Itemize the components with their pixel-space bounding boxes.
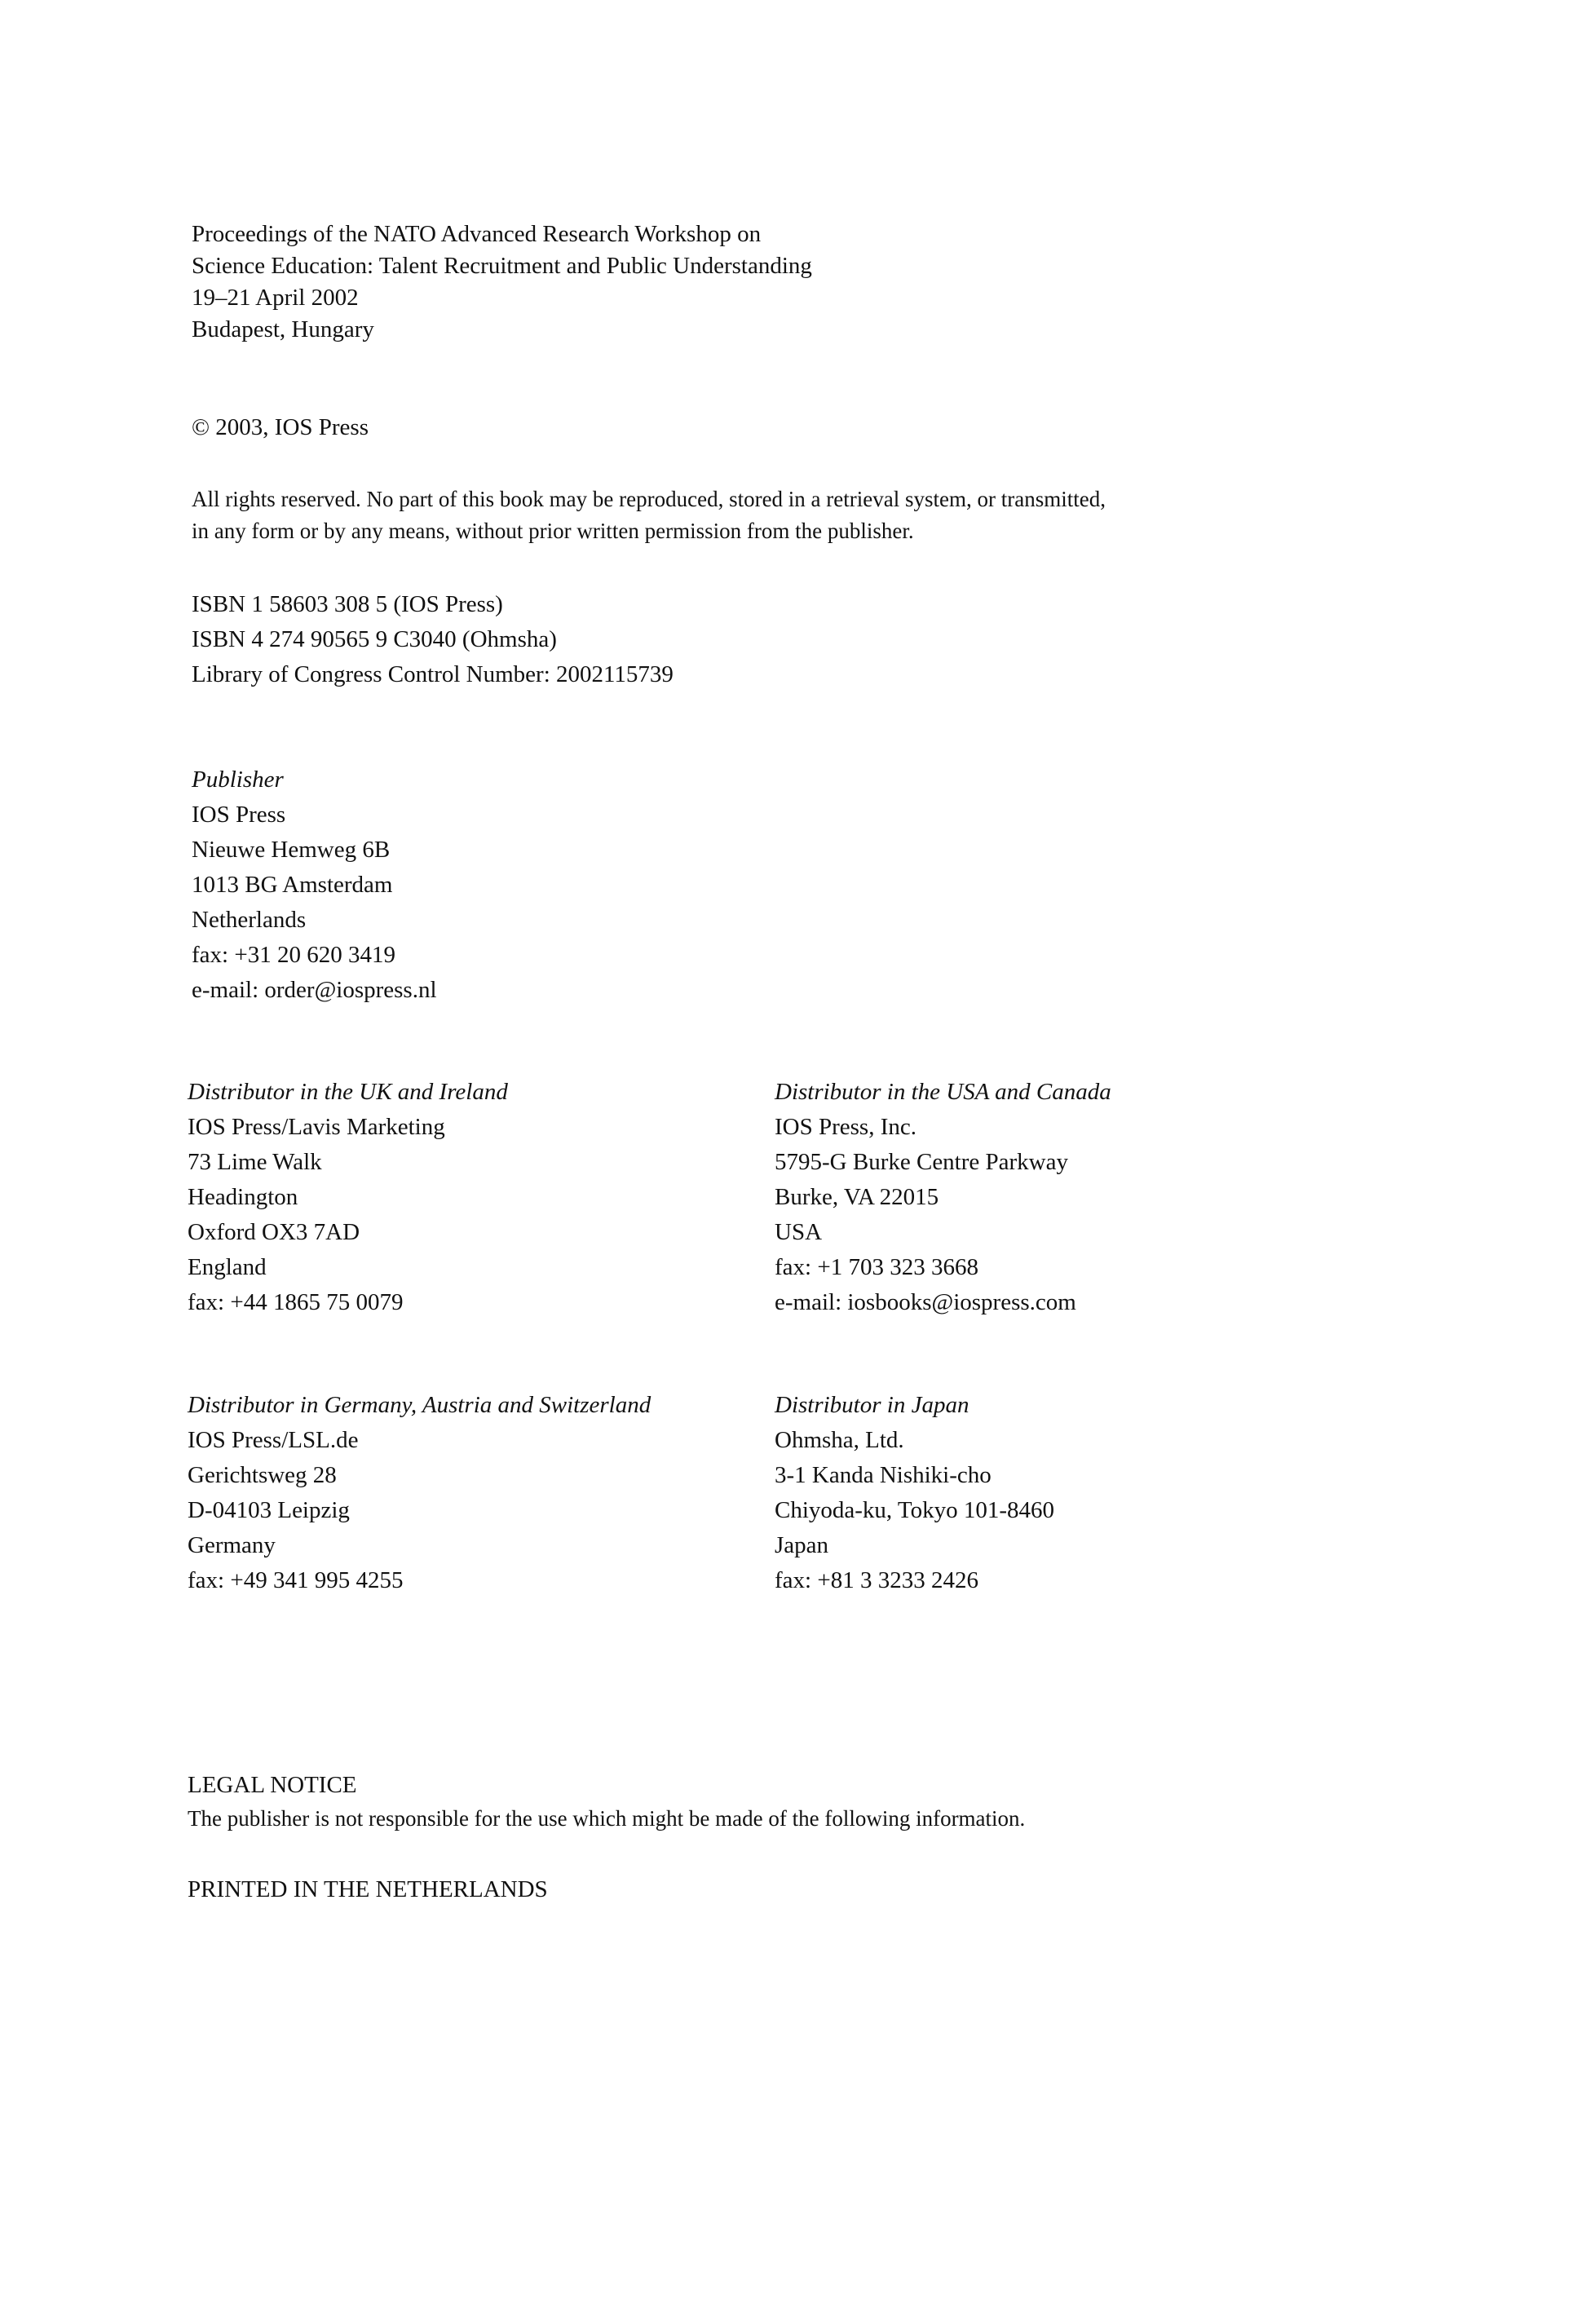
distributor-germany-line: Gerichtsweg 28 <box>188 1462 337 1488</box>
publisher-line: 1013 BG Amsterdam <box>192 872 393 898</box>
distributor-usa-block <box>775 1075 1111 1320</box>
distributor-uk-heading: Distributor in the UK and Ireland <box>188 1079 508 1105</box>
proceedings-title-line-2: Science Education: Talent Recruitment and Public Understanding <box>192 253 812 279</box>
publisher-line: IOS Press <box>192 802 286 828</box>
proceedings-title-line-1: Proceedings of the NATO Advanced Research Workshop on <box>192 221 762 247</box>
distributor-uk-block <box>188 1075 508 1320</box>
legal-notice-text: The publisher is not responsible for the use which might be made of the following information. <box>188 1806 1026 1831</box>
distributor-usa-line: e-mail: iosbooks@iospress.com <box>775 1289 1076 1315</box>
distributor-germany-line: fax: +49 341 995 4255 <box>188 1567 404 1593</box>
distributor-usa-line: 5795-G Burke Centre Parkway <box>775 1149 1068 1175</box>
distributor-uk-line: Oxford OX3 7AD <box>188 1219 360 1245</box>
distributor-germany-line: IOS Press/LSL.de <box>188 1427 359 1453</box>
publisher-line: Nieuwe Hemweg 6B <box>192 837 391 863</box>
proceedings-dates: 19–21 April 2002 <box>192 285 359 311</box>
rights-line-1: All rights reserved. No part of this book may be reproduced, stored in a retrieval system, or transmitted, <box>192 487 1106 511</box>
distributor-uk-line: fax: +44 1865 75 0079 <box>188 1289 404 1315</box>
proceedings-block <box>192 219 812 346</box>
printed-in-block <box>188 1872 548 1907</box>
distributor-uk-line: Headington <box>188 1184 298 1210</box>
distributor-uk-line: 73 Lime Walk <box>188 1149 322 1175</box>
distributor-japan-line: 3-1 Kanda Nishiki-cho <box>775 1462 992 1488</box>
distributor-usa-line: fax: +1 703 323 3668 <box>775 1254 978 1280</box>
copyright-notice: © 2003, IOS Press <box>192 414 369 440</box>
publisher-heading: Publisher <box>192 767 284 793</box>
publisher-block <box>192 762 437 1008</box>
rights-block <box>192 484 1106 547</box>
distributor-germany-heading: Distributor in Germany, Austria and Switzerland <box>188 1392 651 1418</box>
publisher-line: fax: +31 20 620 3419 <box>192 942 395 968</box>
distributor-usa-line: IOS Press, Inc. <box>775 1114 916 1140</box>
distributor-usa-line: Burke, VA 22015 <box>775 1184 939 1210</box>
distributor-uk-line: IOS Press/Lavis Marketing <box>188 1114 445 1140</box>
distributor-germany-line: Germany <box>188 1532 276 1558</box>
distributor-usa-heading: Distributor in the USA and Canada <box>775 1079 1111 1105</box>
distributor-japan-line: Chiyoda-ku, Tokyo 101-8460 <box>775 1497 1055 1523</box>
distributor-germany-block <box>188 1388 651 1598</box>
proceedings-location: Budapest, Hungary <box>192 316 374 342</box>
distributor-uk-line: England <box>188 1254 267 1280</box>
distributor-japan-block <box>775 1388 1054 1598</box>
copyright-block <box>192 412 369 444</box>
library-of-congress-number: Library of Congress Control Number: 2002115739 <box>192 661 674 687</box>
legal-notice-heading: LEGAL NOTICE <box>188 1772 357 1798</box>
rights-line-2: in any form or by any means, without prior written permission from the publisher. <box>192 519 914 543</box>
isbn-ios-press: ISBN 1 58603 308 5 (IOS Press) <box>192 591 503 617</box>
distributor-japan-line: Ohmsha, Ltd. <box>775 1427 904 1453</box>
distributor-usa-line: USA <box>775 1219 823 1245</box>
printed-in-notice: PRINTED IN THE NETHERLANDS <box>188 1876 548 1902</box>
isbn-ohmsha: ISBN 4 274 90565 9 C3040 (Ohmsha) <box>192 626 557 652</box>
isbn-block <box>192 587 674 692</box>
publisher-line: e-mail: order@iospress.nl <box>192 977 437 1003</box>
distributor-japan-heading: Distributor in Japan <box>775 1392 969 1418</box>
distributor-japan-line: Japan <box>775 1532 829 1558</box>
publisher-line: Netherlands <box>192 907 307 933</box>
distributor-germany-line: D-04103 Leipzig <box>188 1497 350 1523</box>
legal-notice-block <box>188 1768 1025 1835</box>
distributor-japan-line: fax: +81 3 3233 2426 <box>775 1567 978 1593</box>
